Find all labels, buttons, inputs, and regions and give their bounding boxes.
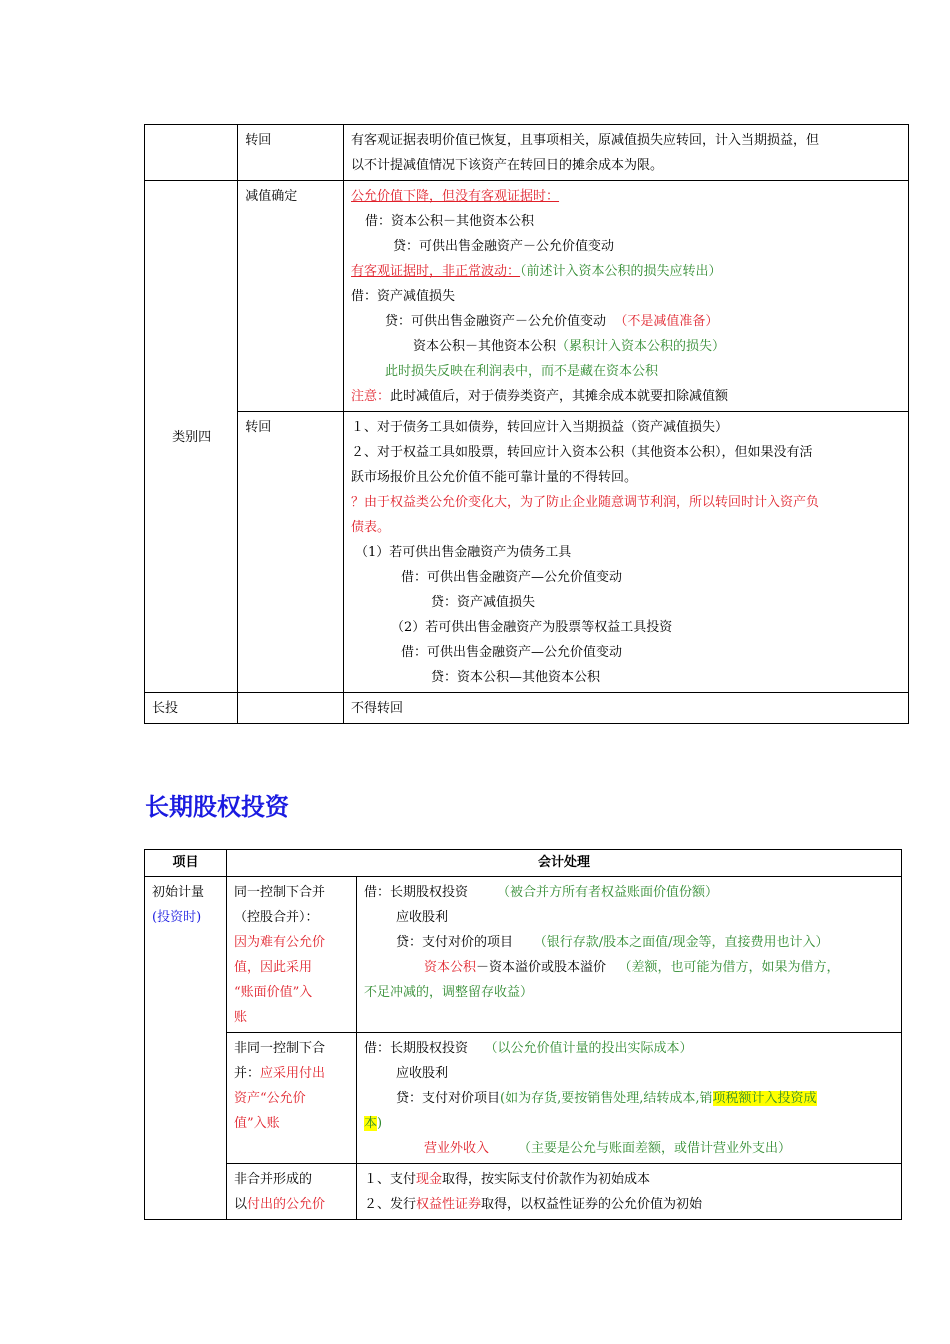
table-cell (145, 125, 238, 181)
non-merger-text-2 (234, 1192, 350, 1217)
nonsame-text-2a: 并： (234, 1066, 261, 1081)
highlighted-vat-note: 项税额计入投资成 (712, 1091, 817, 1106)
revert-line-2: ２、对于权益工具如股票，转回应计入资本公积（其他资本公积），但如果没有活 (351, 445, 813, 460)
non-operating-income: 营业外收入 (424, 1141, 490, 1156)
impairment-content (344, 181, 909, 412)
revert-line-5: 债表。 (351, 520, 391, 535)
attention-text: 此时减值后，对于债券类资产，其摊余成本就要扣除减值额 (390, 389, 729, 404)
impairment-line-6 (351, 309, 902, 334)
cash-rest-text: 取得，按实际支付价款作为初始成本 (442, 1172, 651, 1187)
credit-consideration: 贷：支付对价的项目 (396, 935, 514, 950)
inventory-note: (如为存货,要按销售处理,结转成本,销 (500, 1091, 713, 1106)
table-cell (238, 693, 344, 724)
issue-text: ２、发行 (364, 1197, 417, 1212)
nonsame-text-2b: 应采用付出 (260, 1066, 326, 1081)
table-header-row (145, 850, 902, 877)
nonsame-entry-2: 应收股利 (396, 1066, 449, 1081)
equity-rest-text: 取得，以权益性证券的公允价值为初始 (481, 1197, 703, 1212)
nonsame-text-4: 值”入账 (234, 1116, 280, 1131)
table-row (145, 693, 909, 724)
same-control-text-4: 值，因此采用 (234, 960, 313, 975)
section-title: 长期股权投资 (145, 793, 289, 821)
debit-lt-investment-2: 借：长期股权投资 (364, 1041, 469, 1056)
revert-line-8: 贷：资产减值损失 (431, 595, 536, 610)
same-control-label (227, 877, 357, 1033)
capital-reserve-label: 资本公积 (424, 960, 477, 975)
revert-text-2: 以不计提减值情况下该资产在转回日的摊余成本为限。 (351, 158, 664, 173)
impairment-line-5: 借：资产减值损失 (351, 289, 456, 304)
difference-note-2: （主要是公允与账面差额，或借计营业外支出） (517, 1141, 791, 1156)
same-control-entries (357, 877, 902, 1033)
debit-lt-investment: 借：长期股权投资 (364, 885, 469, 900)
impairment-line-9 (351, 384, 902, 409)
impairment-line-2: 借：资本公积－其他资本公积 (365, 214, 535, 229)
revert-line-11: 贷：资本公积—其他资本公积 (431, 670, 601, 685)
non-merger-text-1: 非合并形成的 (234, 1172, 313, 1187)
revert-line-10: 借：可供出售金融资产—公允价值变动 (401, 645, 623, 660)
non-merger-entries (357, 1164, 902, 1220)
same-control-text-3: 因为难有公允价 (234, 935, 326, 950)
impairment-line-3: 贷：可供出售金融资产－公允价值变动 (393, 239, 615, 254)
pay-text: １、支付 (364, 1172, 417, 1187)
table-row (145, 1164, 902, 1220)
book-value-note: （被合并方所有者权益账面价值份额） (496, 885, 718, 900)
revert-text-1: 有客观证据表明价值已恢复，且事项相关，原减值损失应转回，计入当期损益，但 (351, 133, 820, 148)
nonsame-text-3: 资产“公允价 (234, 1091, 306, 1106)
objective-evidence-text: 有客观证据时，非正常波动： (351, 264, 521, 279)
table-row (145, 877, 902, 1033)
difference-note: （差额，也可能为借方，如果为借方， (618, 960, 840, 975)
non-merger-entry-1 (364, 1167, 895, 1192)
transfer-note: （前述计入资本公积的损失应转出） (520, 264, 722, 279)
revert-content (344, 412, 909, 693)
not-provision-note: （不是减值准备） (614, 314, 719, 329)
impairment-line-8: 此时损失反映在利润表中，而不是藏在资本公积 (385, 364, 659, 379)
revert-line-4: ？由于权益类公允价变化大，为了防止企业随意调节利润，所以转回时计入资产负 (351, 495, 820, 510)
impairment-line-4 (351, 259, 902, 284)
row-label-revert-2: 转回 (238, 412, 344, 693)
nonsame-text-2 (234, 1061, 350, 1086)
nonsame-entry-4 (364, 1111, 895, 1136)
same-control-text-5: “账面价值”入 (234, 985, 313, 1000)
impairment-line-7 (351, 334, 902, 359)
non-merger-label (227, 1164, 357, 1220)
table-row (145, 412, 909, 693)
header-item: 项目 (145, 850, 227, 877)
capital-reserve-text: 资本公积－其他资本公积 (413, 339, 557, 354)
credit-fvchange: 贷：可供出售金融资产－公允价值变动 (385, 314, 607, 329)
initial-sublabel: (投资时) (152, 910, 202, 925)
credit-consideration-2: 贷：支付对价项目 (396, 1091, 501, 1106)
nonsame-control-entries (357, 1033, 902, 1164)
table-row (145, 1033, 902, 1164)
cash-text: 现金 (416, 1172, 443, 1187)
accumulated-loss-note: （累积计入资本公积的损失） (556, 339, 726, 354)
highlighted-cost-char: 本 (364, 1116, 378, 1131)
revert-line-7: 借：可供出售金融资产—公允价值变动 (401, 570, 623, 585)
non-merger-entry-2 (364, 1192, 895, 1217)
same-entry-2: 应收股利 (396, 910, 449, 925)
row-label-impairment: 减值确定 (238, 181, 344, 412)
same-control-text-2: （控股合并）： (234, 910, 319, 925)
initial-measurement-cell (145, 877, 227, 1220)
nonsame-entry-3 (364, 1086, 895, 1111)
same-control-text-6: 账 (234, 1010, 248, 1025)
equity-investment-table (144, 849, 902, 1220)
nonsame-entry-5 (364, 1136, 895, 1161)
nonsame-text-1: 非同一控制下合 (234, 1041, 326, 1056)
category-label: 类别四 (145, 181, 238, 693)
row-label-revert: 转回 (238, 125, 344, 181)
revert-line-9: （2）若可供出售金融资产为股票等权益工具投资 (391, 620, 673, 635)
initial-label: 初始计量 (152, 885, 205, 900)
impairment-table (144, 124, 909, 724)
close-paren: ) (377, 1116, 383, 1131)
table-row (145, 181, 909, 412)
same-control-text-1: 同一控制下合并 (234, 885, 326, 900)
revert-description (344, 125, 909, 181)
longterm-label: 长投 (145, 693, 238, 724)
same-entry-4 (364, 955, 895, 980)
same-entry-3 (364, 930, 895, 955)
revert-line-6: （1）若可供出售金融资产为债务工具 (355, 545, 572, 560)
fair-value-note: （以公允价值计量的投出实际成本） (484, 1041, 693, 1056)
revert-line-3: 跃市场报价且公允价值不能可靠计量的不得转回。 (351, 470, 638, 485)
nonsame-entry-1 (364, 1036, 895, 1061)
same-entry-5: 不足冲减的，调整留存收益） (364, 985, 534, 1000)
same-entry-1 (364, 880, 895, 905)
header-accounting: 会计处理 (227, 850, 902, 877)
attention-label: 注意： (351, 389, 391, 404)
non-merger-text-2b: 付出的公允价 (247, 1197, 326, 1212)
non-merger-text-2a: 以 (234, 1197, 248, 1212)
impairment-line-1: 公允价值下降，但没有客观证据时： (351, 189, 560, 204)
table-row (145, 125, 909, 181)
premium-text: －资本溢价或股本溢价 (476, 960, 607, 975)
nonsame-control-label (227, 1033, 357, 1164)
consideration-note: （银行存款/股本之面值/现金等，直接费用也计入） (533, 935, 829, 950)
longterm-text: 不得转回 (344, 693, 909, 724)
revert-line-1: １、对于债务工具如债券，转回应计入当期损益（资产减值损失） (351, 420, 729, 435)
equity-securities-text: 权益性证券 (416, 1197, 482, 1212)
